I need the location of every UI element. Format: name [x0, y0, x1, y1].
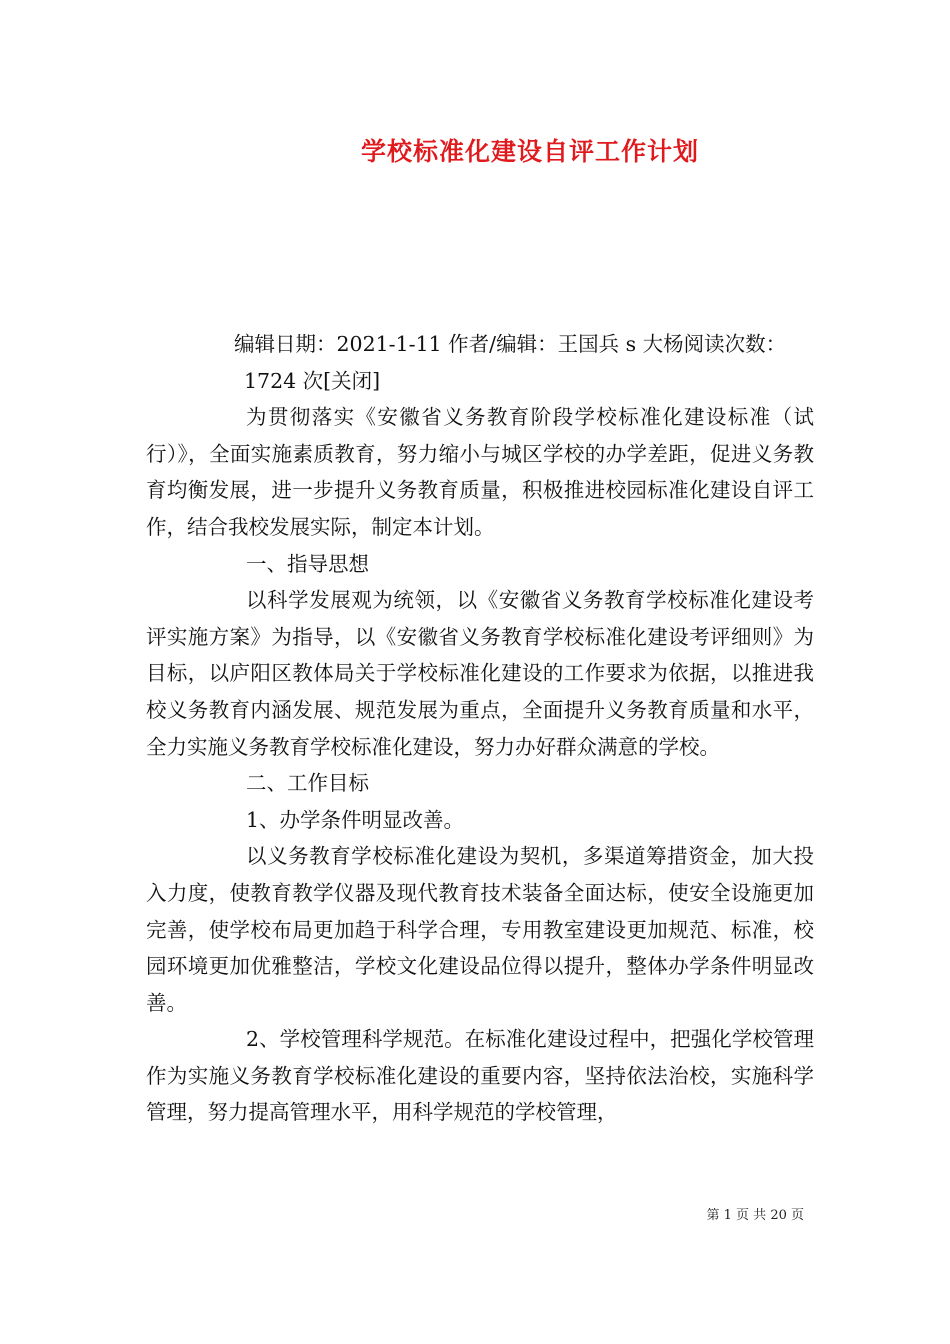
section-heading-work-goals: 二、工作目标 — [246, 771, 369, 796]
document-body — [146, 326, 814, 1131]
meta-info-line: 编辑日期：2021-1-11 作者/编辑：王国兵 s 大杨阅读次数： — [234, 332, 787, 356]
goal-1-paragraph: 以义务教育学校标准化建设为契机，多渠道筹措资金，加大投入力度，使教育教学仪器及现代教育技术装备全面达标，使安全设施更加完善，使学校布局更加趋于科学合理，专用教室建设更加规范、标准，校园环境更加优雅整洁，学校文化建设品位得以提升，整体办学条件明显改善。 — [146, 844, 814, 1015]
guiding-thought-paragraph: 以科学发展观为统领，以《安徽省义务教育学校标准化建设考评实施方案》为指导，以《安徽省义务教育学校标准化建设考评细则》为目标，以庐阳区教体局关于学校标准化建设的工作要求为依据，以推进我校义务教育内涵发展、规范发展为重点，全面提升义务教育质量和水平，全力实施义务教育学校标准化建设，努力办好群众满意的学校。 — [146, 588, 814, 759]
page-title: 学校标准化建设自评工作计划 — [360, 137, 699, 166]
goal-2-paragraph: 2、学校管理科学规范。在标准化建设过程中，把强化学校管理作为实施义务教育学校标准化建设的重要内容，坚持依法治校，实施科学管理，努力提高管理水平，用科学规范的学校管理， — [146, 1027, 814, 1125]
page-number: 第 1 页 共 20 页 — [706, 1208, 804, 1223]
intro-paragraph: 为贯彻落实《安徽省义务教育阶段学校标准化建设标准（试行）》，全面实施素质教育，努力缩小与城区学校的办学差距，促进义务教育均衡发展，进一步提升义务教育质量，积极推进校园标准化建设自评工作，结合我校发展实际，制定本计划。 — [146, 405, 814, 539]
goal-1-heading: 1、办学条件明显改善。 — [246, 807, 465, 832]
section-heading-guiding-thought: 一、指导思想 — [246, 551, 369, 576]
read-count-close-line: 1724 次[关闭] — [244, 368, 381, 393]
